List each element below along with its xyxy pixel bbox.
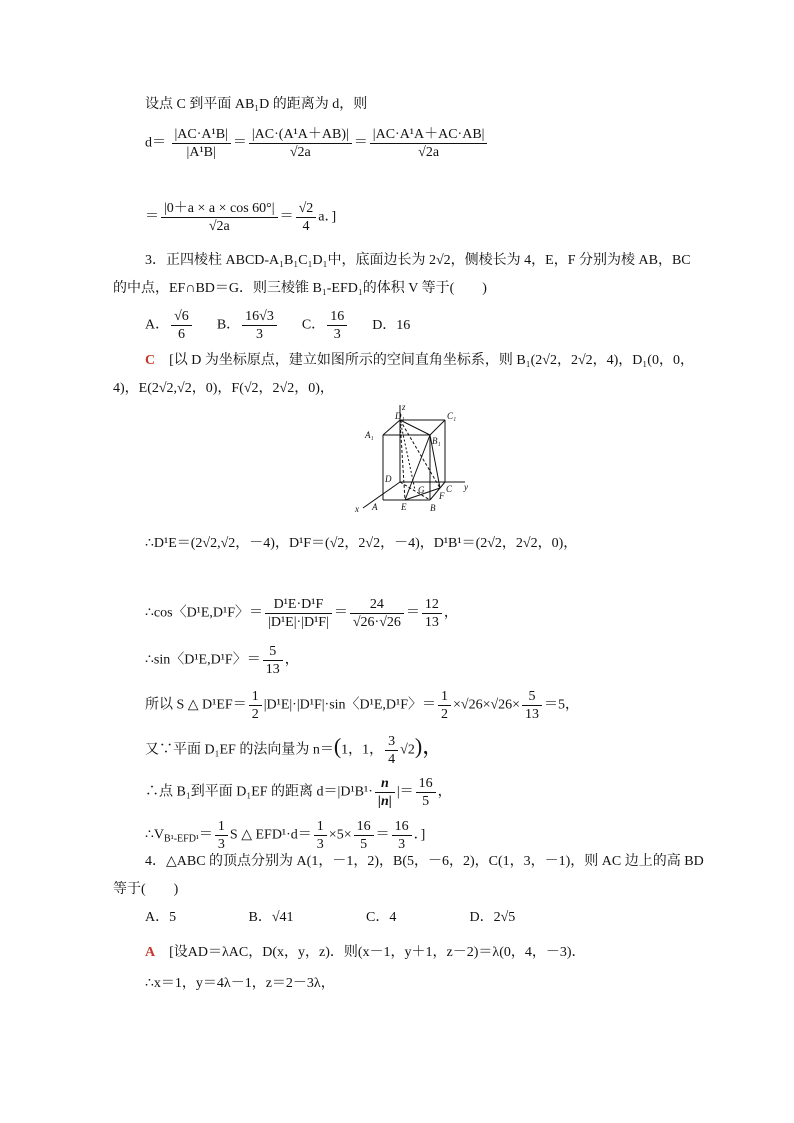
label-d: D bbox=[385, 474, 392, 484]
label-f: F bbox=[439, 491, 445, 501]
formula-distance: d＝ $\frac{\text{|AC·A¹B|}}{\text{|A¹B|}}$ ＝ $\frac{\text{|AC·(A¹A＋AB)|}}{√2a}$ ＝ $\frac{\text{|AC·A¹A＋AC·AB|}}{√2a}$ bbox=[145, 126, 489, 161]
answer-letter: C bbox=[145, 353, 156, 368]
fraction: $\frac{√2}{4}$ bbox=[296, 200, 317, 235]
solution-3-cos: ∴cos〈D¹E,D¹F〉＝ $\frac{\text{D¹E·D¹F}}{\text{|D¹E|·|D¹F|}}$ ＝ $\frac{24}{√26\cdot√26}$ ＝ $\frac{12}{13}$ ， bbox=[145, 597, 458, 630]
prism-figure bbox=[345, 400, 475, 515]
solution-3-area: 所以 S △ D¹EF＝ $\frac{1}{2}$ |D¹E|·|D¹F|·sin〈D¹E,D¹F〉＝ $\frac{1}{2}$ ×√26×√26× $\frac{5}{13}$ ＝5， bbox=[145, 689, 580, 722]
label-a1: A₁ bbox=[365, 430, 374, 440]
text-line: 设点 C 到平面 AB₁D 的距离为 d，则 bbox=[145, 97, 368, 112]
option-c: C． $\frac{16}{3}$ bbox=[302, 308, 349, 343]
question-3-text: 的中点，EF∩BD＝G．则三棱锥 B₁-EFD₁的体积 V 等于( ) bbox=[113, 281, 487, 296]
fraction: $\frac{\text{|AC·(A¹A＋AB)|}}{√2a}$ bbox=[249, 126, 352, 161]
option-a: A．5 bbox=[145, 910, 177, 925]
solution-4-text: ∴x＝1，y＝4λ－1，z＝2－3λ， bbox=[145, 976, 335, 991]
fraction: $\frac{\text{|AC·A¹A＋AC·AB|}}{√2a}$ bbox=[370, 126, 488, 161]
option-c: C．4 bbox=[366, 910, 397, 925]
option-b: B． $\frac{16√3}{3}$ bbox=[217, 308, 279, 343]
label-x: x bbox=[355, 504, 359, 514]
question-3-options bbox=[145, 308, 410, 343]
x-axis bbox=[363, 482, 400, 508]
label-c: C bbox=[446, 484, 453, 494]
option-d: D．2√5 bbox=[469, 910, 516, 925]
question-4-text: 4．△ABC 的顶点分别为 A(1，－1，2)，B(5，－6，2)，C(1，3，－1)，则 AC 边上的高 BD bbox=[145, 854, 704, 869]
option-d: D．16 bbox=[372, 317, 411, 333]
solution-4-text: A [设AD＝λAC，D(x，y，z)．则(x－1，y＋1，z－2)＝λ(0，4，－3)． bbox=[145, 945, 586, 960]
formula-distance-result: ＝ $\frac{|0+a \times a \times \cos 60^\circ|}{√2a}$ ＝ $\frac{√2}{4}$ a．] bbox=[145, 201, 337, 234]
label-g: G bbox=[418, 485, 425, 495]
question-3-text: 3．正四棱柱 ABCD-A₁B₁C₁D₁中，底面边长为 2√2，侧棱长为 4，E，F 分别为棱 AB，BC bbox=[145, 253, 691, 268]
solution-3-distance: ∴点 B₁到平面 D₁EF 的距离 d＝|D¹B¹· $\frac{n}{|n|}$ |＝ $\frac{16}{5}$ ， bbox=[145, 776, 452, 809]
solution-3-volume: $\therefore V_{B^1-EFD^1}=$ $\frac{1}{3}$ S △ EFD¹·d＝ $\frac{1}{3}$ ×5× $\frac{16}{5}$ ＝ $\frac{16}{3}$ ．] bbox=[145, 819, 426, 852]
label-b: B bbox=[430, 503, 436, 513]
option-a: A． $\frac{√6}{6}$ bbox=[145, 308, 194, 343]
option-b: B．√41 bbox=[248, 910, 294, 925]
question-4-options bbox=[145, 909, 515, 927]
label-y: y bbox=[464, 482, 468, 492]
fraction: $\frac{\text{|AC·A¹B|}}{\text{|A¹B|}}$ bbox=[172, 126, 231, 161]
solution-3-sin: ∴sin〈D¹E,D¹F〉＝ $\frac{5}{13}$ ， bbox=[145, 644, 299, 677]
solution-3-normal: 又∵平面 D₁EF 的法向量为 n＝(1，1， $\frac{3}{4}$ √2)， bbox=[145, 733, 445, 767]
solution-3-vectors: ∴D¹E＝(2√2,√2，－4)，D¹F＝(√2，2√2，－4)，D¹B¹＝(2√2，2√2，0)， bbox=[145, 536, 578, 551]
label-e: E bbox=[401, 502, 407, 512]
solution-3-text: C [以 D 为坐标原点，建立如图所示的空间直角坐标系，则 B₁(2√2，2√2，4)，D₁(0，0， bbox=[145, 353, 694, 368]
fraction: $\frac{|0+a \times a \times \cos 60^\circ|}{√2a}$ bbox=[161, 200, 278, 235]
question-4-text: 等于( ) bbox=[113, 882, 179, 897]
answer-letter: A bbox=[145, 945, 156, 960]
label-b1: B₁ bbox=[432, 436, 441, 446]
label-z: z bbox=[402, 402, 406, 412]
label-c1: C₁ bbox=[447, 411, 457, 421]
label-d1: D₁ bbox=[395, 411, 405, 421]
label-a: A bbox=[372, 502, 378, 512]
solution-3-text: 4)，E(2√2,√2，0)，F(√2，2√2，0)， bbox=[113, 381, 334, 396]
